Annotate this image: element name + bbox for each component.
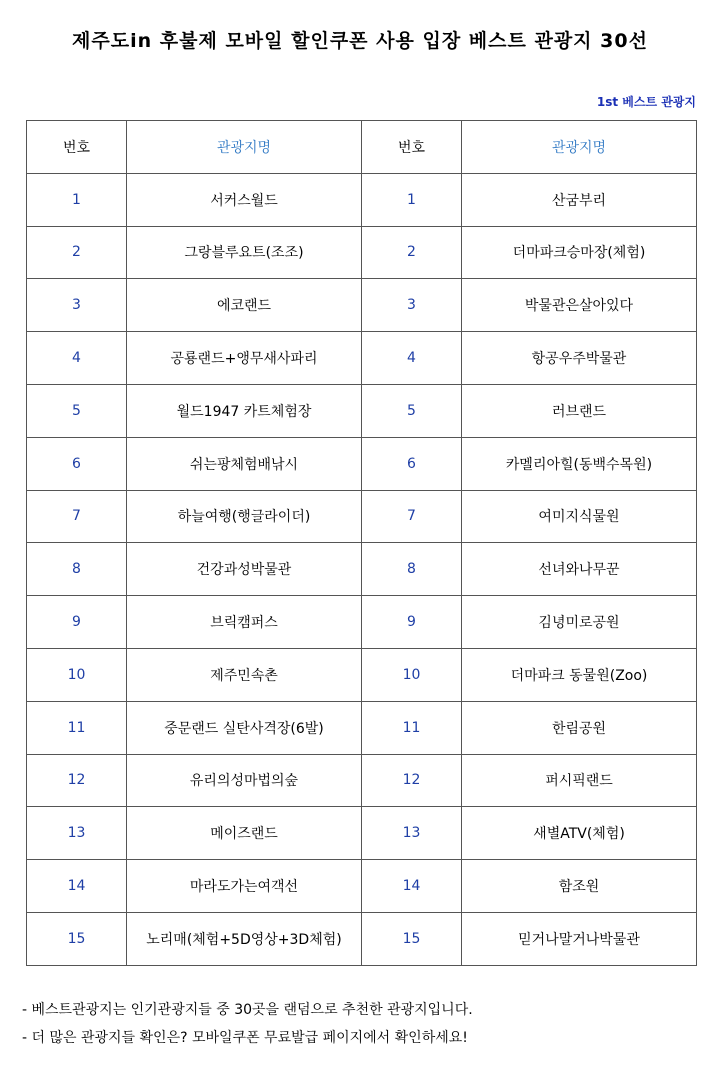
left-attraction-name: 유리의성마법의숲 <box>127 754 362 807</box>
table-row <box>27 860 697 913</box>
page-title: 제주도in 후불제 모바일 할인쿠폰 사용 입장 베스트 관광지 30선 <box>72 30 648 52</box>
table-row <box>27 912 697 965</box>
right-number: 7 <box>362 490 462 543</box>
right-number: 10 <box>362 648 462 701</box>
left-number: 7 <box>27 490 127 543</box>
right-number: 11 <box>362 701 462 754</box>
left-number: 11 <box>27 701 127 754</box>
table-row <box>27 490 697 543</box>
left-attraction-name: 서커스월드 <box>127 173 362 226</box>
left-number: 2 <box>27 226 127 279</box>
table-row <box>27 384 697 437</box>
left-attraction-name: 마라도가는여객선 <box>127 860 362 913</box>
left-attraction-name: 쉬는팡체험배낚시 <box>127 437 362 490</box>
right-number: 4 <box>362 332 462 385</box>
table-row <box>27 596 697 649</box>
table-row <box>27 807 697 860</box>
table-row <box>27 437 697 490</box>
left-number: 5 <box>27 384 127 437</box>
right-attraction-name: 산굼부리 <box>462 173 697 226</box>
right-number: 14 <box>362 860 462 913</box>
header-number-left: 번호 <box>27 121 127 174</box>
right-attraction-name: 더마파크 동물원(Zoo) <box>462 648 697 701</box>
attractions-table <box>26 120 697 966</box>
footnote-more-info: - 더 많은 관광지들 확인은? 모바일쿠폰 무료발급 페이지에서 확인하세요! <box>22 1030 468 1046</box>
left-number: 10 <box>27 648 127 701</box>
right-number: 9 <box>362 596 462 649</box>
right-attraction-name: 새별ATV(체험) <box>462 807 697 860</box>
right-attraction-name: 카멜리아힐(동백수목원) <box>462 437 697 490</box>
header-name-left: 관광지명 <box>127 121 362 174</box>
right-attraction-name: 항공우주박물관 <box>462 332 697 385</box>
right-attraction-name: 러브랜드 <box>462 384 697 437</box>
right-attraction-name: 박물관은살아있다 <box>462 279 697 332</box>
right-attraction-name: 김녕미로공원 <box>462 596 697 649</box>
right-number: 1 <box>362 173 462 226</box>
right-number: 8 <box>362 543 462 596</box>
left-attraction-name: 메이즈랜드 <box>127 807 362 860</box>
table-row <box>27 279 697 332</box>
left-number: 4 <box>27 332 127 385</box>
table-row <box>27 648 697 701</box>
right-attraction-name: 퍼시픽랜드 <box>462 754 697 807</box>
left-number: 3 <box>27 279 127 332</box>
left-attraction-name: 공룡랜드+앵무새사파리 <box>127 332 362 385</box>
left-attraction-name: 건강과성박물관 <box>127 543 362 596</box>
section-subtitle: 1st 베스트 관광지 <box>596 95 696 109</box>
right-attraction-name: 더마파크승마장(체험) <box>462 226 697 279</box>
left-attraction-name: 하늘여행(행글라이더) <box>127 490 362 543</box>
table-header-row <box>27 121 697 174</box>
table-row <box>27 173 697 226</box>
right-attraction-name: 믿거나말거나박물관 <box>462 912 697 965</box>
right-attraction-name: 함조원 <box>462 860 697 913</box>
left-attraction-name: 제주민속촌 <box>127 648 362 701</box>
left-attraction-name: 중문랜드 실탄사격장(6발) <box>127 701 362 754</box>
right-number: 2 <box>362 226 462 279</box>
left-attraction-name: 에코랜드 <box>127 279 362 332</box>
table-row <box>27 754 697 807</box>
left-attraction-name: 그랑블루요트(조조) <box>127 226 362 279</box>
header-number-right: 번호 <box>362 121 462 174</box>
left-attraction-name: 브릭캠퍼스 <box>127 596 362 649</box>
left-number: 15 <box>27 912 127 965</box>
right-number: 13 <box>362 807 462 860</box>
left-attraction-name: 노리매(체험+5D영상+3D체험) <box>127 912 362 965</box>
header-name-right: 관광지명 <box>462 121 697 174</box>
table-row <box>27 543 697 596</box>
right-number: 6 <box>362 437 462 490</box>
left-number: 1 <box>27 173 127 226</box>
left-number: 12 <box>27 754 127 807</box>
left-attraction-name: 월드1947 카트체험장 <box>127 384 362 437</box>
right-number: 15 <box>362 912 462 965</box>
table-row <box>27 701 697 754</box>
table-row <box>27 226 697 279</box>
right-number: 12 <box>362 754 462 807</box>
table-row <box>27 332 697 385</box>
left-number: 9 <box>27 596 127 649</box>
footnotes <box>22 996 702 1052</box>
left-number: 14 <box>27 860 127 913</box>
left-number: 8 <box>27 543 127 596</box>
right-attraction-name: 여미지식물원 <box>462 490 697 543</box>
right-number: 3 <box>362 279 462 332</box>
right-attraction-name: 한림공원 <box>462 701 697 754</box>
right-number: 5 <box>362 384 462 437</box>
left-number: 6 <box>27 437 127 490</box>
left-number: 13 <box>27 807 127 860</box>
right-attraction-name: 선녀와나무꾼 <box>462 543 697 596</box>
footnote-random-pick: - 베스트관광지는 인기관광지들 중 30곳을 랜덤으로 추천한 관광지입니다. <box>22 1002 473 1018</box>
